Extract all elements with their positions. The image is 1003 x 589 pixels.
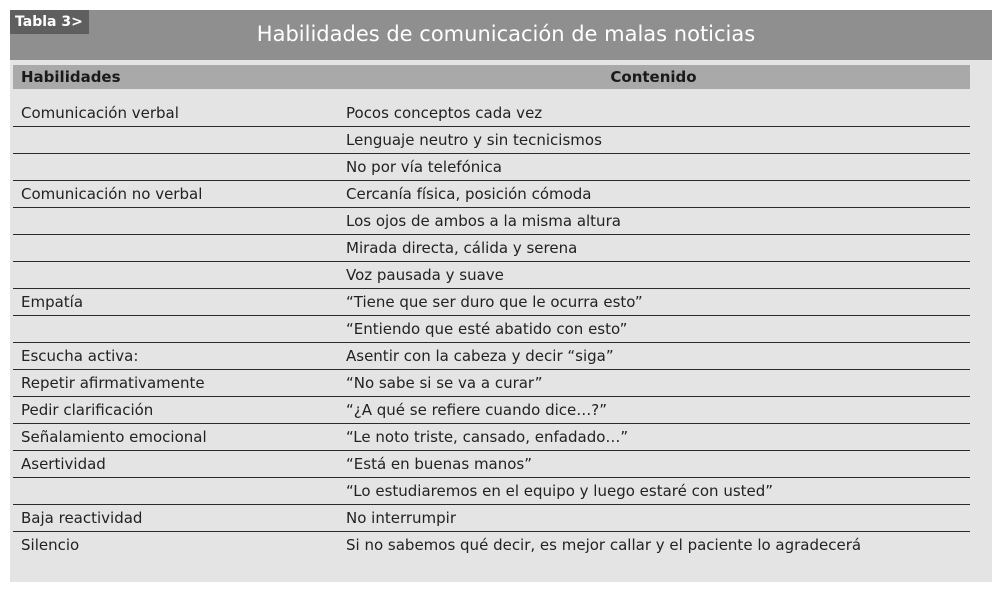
skill-cell: Repetir afirmativamente bbox=[13, 370, 337, 397]
table-row bbox=[13, 424, 970, 451]
column-header-habilidades: Habilidades bbox=[13, 65, 337, 89]
header-spacer bbox=[13, 89, 970, 100]
skill-cell bbox=[13, 127, 337, 154]
skill-cell bbox=[13, 208, 337, 235]
content-cell: “Está en buenas manos” bbox=[337, 451, 970, 478]
content-cell: Si no sabemos qué decir, es mejor callar y el paciente lo agradecerá bbox=[346, 536, 862, 554]
table-row bbox=[13, 154, 970, 181]
skill-cell: Comunicación verbal bbox=[13, 100, 337, 127]
table-body bbox=[13, 89, 970, 558]
skill-cell bbox=[13, 154, 337, 181]
content-cell: “No sabe si se va a curar” bbox=[337, 370, 970, 397]
content-cell: Los ojos de ambos a la misma altura bbox=[337, 208, 970, 235]
skill-cell: Baja reactividad bbox=[13, 505, 337, 532]
table-row bbox=[13, 343, 970, 370]
content-cell: “Tiene que ser duro que le ocurra esto” bbox=[337, 289, 970, 316]
table-row bbox=[13, 478, 970, 505]
skill-cell: Comunicación no verbal bbox=[13, 181, 337, 208]
content-cell: No interrumpir bbox=[337, 505, 970, 532]
table-row bbox=[13, 127, 970, 154]
table-row bbox=[13, 532, 970, 559]
table-row bbox=[13, 451, 970, 478]
content-cell: Voz pausada y suave bbox=[337, 262, 970, 289]
content-cell: No por vía telefónica bbox=[337, 154, 970, 181]
table-header-band bbox=[10, 10, 992, 60]
skill-cell bbox=[13, 235, 337, 262]
skill-cell: Señalamiento emocional bbox=[13, 424, 337, 451]
content-cell: Pocos conceptos cada vez bbox=[337, 100, 970, 127]
table-row bbox=[13, 208, 970, 235]
table-row bbox=[13, 181, 970, 208]
skill-cell: Escucha activa: bbox=[13, 343, 337, 370]
skill-cell bbox=[13, 262, 337, 289]
table-row bbox=[13, 316, 970, 343]
content-cell: “¿A qué se refiere cuando dice…?” bbox=[337, 397, 970, 424]
content-cell: “Lo estudiaremos en el equipo y luego estaré con usted” bbox=[337, 478, 970, 505]
skill-cell: Empatía bbox=[13, 289, 337, 316]
content-cell: Lenguaje neutro y sin tecnicismos bbox=[337, 127, 970, 154]
content-cell: “Le noto triste, cansado, enfadado…” bbox=[337, 424, 970, 451]
column-header-contenido: Contenido bbox=[337, 65, 970, 89]
table-number-tag: Tabla 3> bbox=[10, 10, 89, 34]
content-cell: Cercanía física, posición cómoda bbox=[337, 181, 970, 208]
skill-cell bbox=[13, 316, 337, 343]
skill-cell: Asertividad bbox=[13, 451, 337, 478]
table-row bbox=[13, 235, 970, 262]
skill-cell: Pedir clarificación bbox=[13, 397, 337, 424]
content-cell: “Entiendo que esté abatido con esto” bbox=[337, 316, 970, 343]
skills-table bbox=[13, 65, 970, 558]
table-row bbox=[13, 505, 970, 532]
content-cell: Mirada directa, cálida y serena bbox=[337, 235, 970, 262]
table-row bbox=[13, 289, 970, 316]
table-title: Habilidades de comunicación de malas noticias bbox=[256, 22, 756, 46]
table-row bbox=[13, 397, 970, 424]
table-row bbox=[13, 262, 970, 289]
skill-cell bbox=[13, 478, 337, 505]
content-cell: Asentir con la cabeza y decir “siga” bbox=[337, 343, 970, 370]
table-header-row bbox=[13, 65, 970, 89]
table-row bbox=[13, 370, 970, 397]
skill-cell: Silencio bbox=[21, 536, 80, 554]
table-row bbox=[13, 100, 970, 127]
